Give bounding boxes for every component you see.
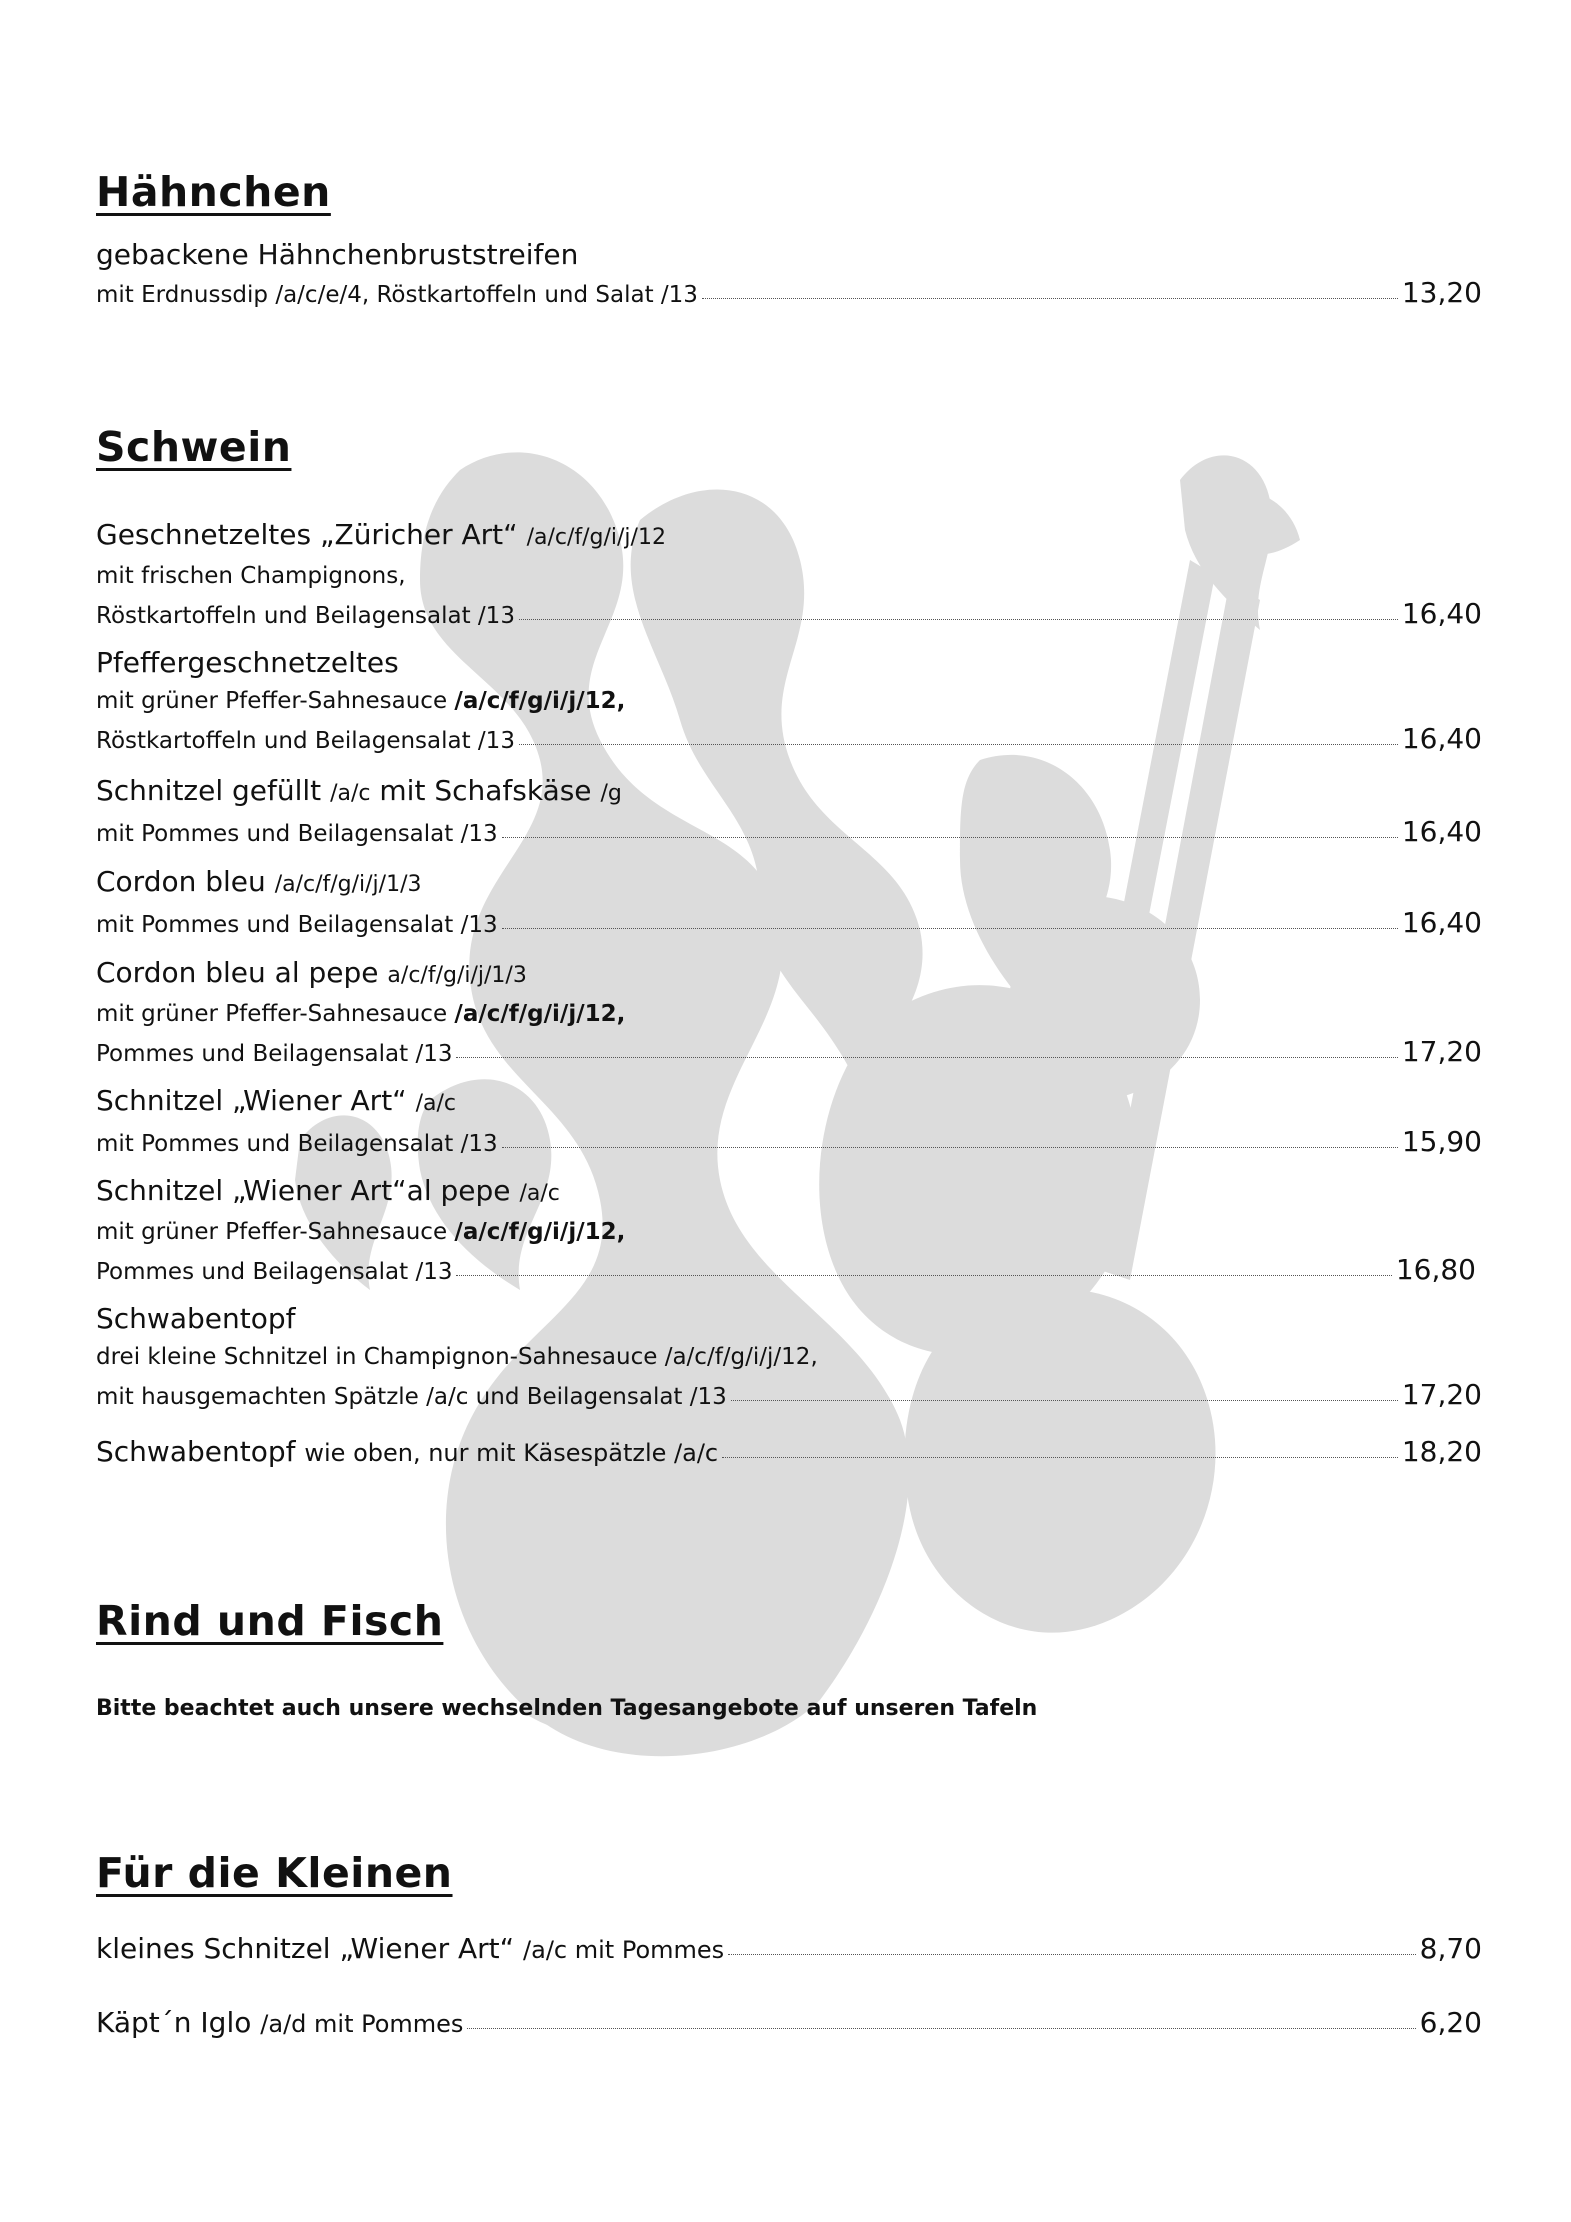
dish-price-line: Pommes und Beilagensalat /13 17,20 [96, 1033, 1482, 1073]
section-chicken [96, 165, 1482, 309]
dish-price: 16,40 [1401, 722, 1482, 755]
dish-price: 16,80 [1395, 1253, 1476, 1286]
dish-price: 8,70 [1419, 1932, 1482, 1965]
menu-item [96, 863, 1482, 944]
menu-item [96, 2004, 1482, 2043]
dish-detail: mit frischen Champignons, [96, 563, 406, 589]
leader-dots [456, 1274, 1391, 1276]
dish-price: 16,40 [1401, 597, 1482, 630]
dish-price-line: Röstkartoffeln und Beilagensalat /13 16,40 [96, 595, 1482, 635]
section-kids [96, 1846, 1482, 2039]
dish-name: Cordon bleu al pepe a/c/f/g/i/j/1/3 [96, 956, 527, 989]
section-title-chicken: Hähnchen [96, 168, 331, 216]
dish-price-line: Käpt´n Iglo /a/d mit Pommes 6,20 [96, 2004, 1482, 2043]
leader-dots [502, 836, 1398, 838]
dish-name: gebackene Hähnchenbruststreifen [96, 238, 579, 271]
menu-item [96, 644, 1482, 760]
dish-detail: mit Erdnussdip /a/c/e/4, Röstkartoffeln und Salat /13 [96, 282, 698, 308]
dish-price-line: mit hausgemachten Spätzle /a/c und Beilagensalat /13 17,20 [96, 1376, 1482, 1416]
leader-dots [519, 618, 1398, 620]
leader-dots [731, 1399, 1398, 1401]
dish-detail: drei kleine Schnitzel in Champignon-Sahnesauce /a/c/f/g/i/j/12, [96, 1344, 818, 1370]
menu-item [96, 236, 1482, 314]
dish-price: 17,20 [1401, 1378, 1482, 1411]
leader-dots [519, 743, 1398, 745]
section-beef-fish [96, 1594, 1482, 1721]
dish-price: 6,20 [1419, 2006, 1482, 2039]
leader-dots [502, 1146, 1398, 1148]
menu-item [96, 772, 1482, 853]
dish-price-line: Röstkartoffeln und Beilagensalat /13 16,40 [96, 720, 1482, 760]
section-title-kids: Für die Kleinen [96, 1849, 453, 1897]
dish-price-line [96, 274, 1482, 314]
dish-name: Schnitzel gefüllt /a/c mit Schafskäse /g [96, 774, 622, 807]
dish-price-line: Schwabentopf wie oben, nur mit Käsespätzle /a/c 18,20 [96, 1433, 1482, 1472]
dish-detail: mit grüner Pfeffer-Sahnesauce /a/c/f/g/i/j/12, [96, 1001, 626, 1027]
leader-dots [722, 1456, 1398, 1458]
dish-name: Schnitzel „Wiener Art“ /a/c [96, 1084, 456, 1117]
dish-price-line: Pommes und Beilagensalat /13 16,80 [96, 1251, 1476, 1291]
menu-item [96, 1172, 1482, 1291]
leader-dots [456, 1056, 1397, 1058]
dish-price: 18,20 [1401, 1435, 1482, 1468]
dish-name: Geschnetzeltes „Züricher Art“ /a/c/f/g/i/j/12 [96, 518, 666, 551]
menu-item [96, 954, 1482, 1073]
dish-name: Cordon bleu /a/c/f/g/i/j/1/3 [96, 865, 422, 898]
leader-dots [728, 1953, 1415, 1955]
dish-name: Käpt´n Iglo [96, 2006, 252, 2039]
leader-dots [467, 2027, 1415, 2029]
section-title-pork: Schwein [96, 423, 292, 471]
menu-item [96, 1300, 1482, 1416]
menu-item [96, 516, 1482, 635]
section-pork [96, 420, 1482, 1468]
dish-price-line: kleines Schnitzel „Wiener Art“ /a/c mit Pommes 8,70 [96, 1930, 1482, 1969]
dish-name: Schwabentopf [96, 1302, 296, 1335]
dish-name: Schnitzel „Wiener Art“al pepe /a/c [96, 1174, 560, 1207]
dish-price: 15,90 [1401, 1125, 1482, 1158]
dish-price: 13,20 [1401, 276, 1482, 309]
dish-name: Schwabentopf [96, 1435, 296, 1468]
section-title-beef-fish: Rind und Fisch [96, 1597, 444, 1645]
daily-specials-notice: Bitte beachtet auch unsere wechselnden Tagesangebote auf unseren Tafeln [96, 1696, 1038, 1721]
dish-price-line: mit Pommes und Beilagensalat /13 15,90 [96, 1123, 1482, 1163]
dish-price: 16,40 [1401, 815, 1482, 848]
menu-item [96, 1930, 1482, 1969]
leader-dots [702, 297, 1398, 299]
dish-name: Pfeffergeschnetzeltes [96, 646, 399, 679]
dish-detail: mit grüner Pfeffer-Sahnesauce /a/c/f/g/i/j/12, [96, 1219, 626, 1245]
menu-item [96, 1082, 1482, 1163]
menu-item [96, 1433, 1482, 1472]
dish-name: kleines Schnitzel „Wiener Art“ [96, 1932, 515, 1965]
dish-price-line: mit Pommes und Beilagensalat /13 16,40 [96, 813, 1482, 853]
dish-detail: mit grüner Pfeffer-Sahnesauce /a/c/f/g/i/j/12, [96, 688, 626, 714]
dish-price-line: mit Pommes und Beilagensalat /13 16,40 [96, 904, 1482, 944]
dish-price: 17,20 [1401, 1035, 1482, 1068]
leader-dots [502, 927, 1398, 929]
dish-price: 16,40 [1401, 906, 1482, 939]
